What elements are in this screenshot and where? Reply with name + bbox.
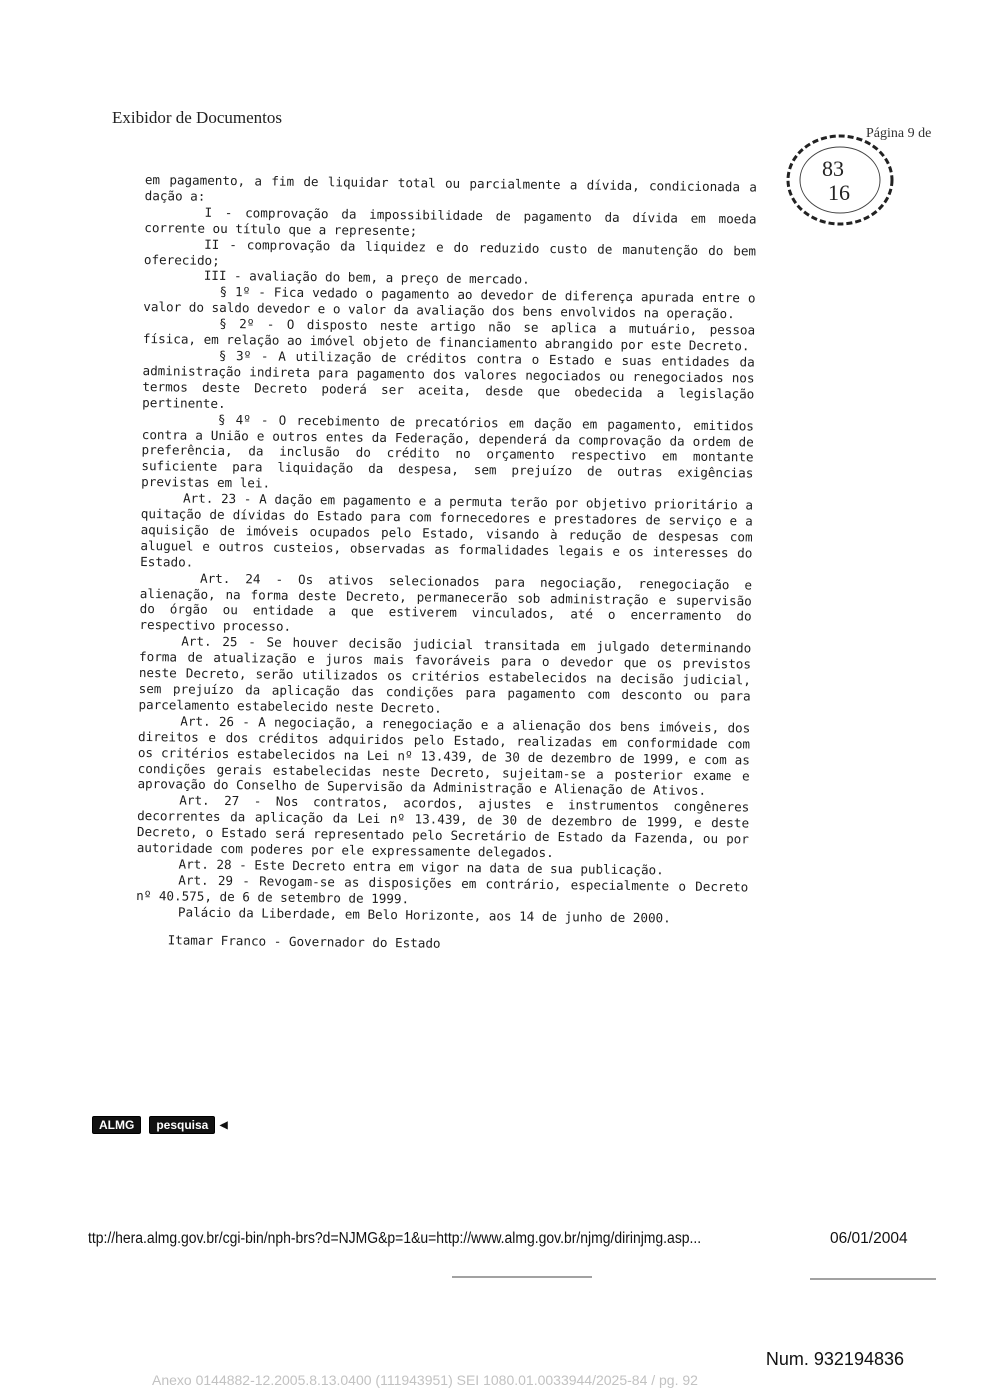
pesquisa-button[interactable]: pesquisa — [149, 1116, 215, 1134]
article: Art. 27 - Nos contratos, acordos, ajustes e instrumentos congêneres decorrentes da aplicação da Lei nº 13.439, de 30 de dezembro de 1999, e deste Decreto, o Estado será representado pelo Secretário de Estado da Fazenda, ou por autoridade com poderes por ele expressamente delegados. — [136, 792, 750, 861]
paragraph: III - avaliação do bem, a preço de mercado. — [203, 268, 530, 288]
signature: Itamar Franco - Governador do Estado — [167, 931, 441, 951]
paragraph: II - comprovação da liquidez e do reduzido custo de manutenção do bem oferecido; — [143, 236, 757, 268]
article: Art. 23 - A dação em pagamento e a permuta terão por objetivo prioritário a quitação de dívidas do Estado para com fornecedores e prestadores de serviço e a aquisição de imóveis ocupados pelo Estado, visando à redução de despesas com aluguel e outros custeios, observadas as formalidades legais e os interesses do Estado. — [140, 490, 754, 570]
article: Art. 28 - Este Decreto entra em vigor na data de sua publicação. — [178, 856, 664, 878]
page-indicator: Página 9 de — [866, 126, 932, 141]
article: Art. 29 - Revogam-se as disposições em contrário, especialmente o Decreto nº 40.575, de 6 de setembro de 1999. — [136, 872, 749, 907]
article: Art. 24 - Os ativos selecionados para negociação, renegociação e alienação, na forma deste Decreto, permanecerão sob administração e supervisão do órgão ou entidade a que estiverem vinculados, até o encerramento do respectivo processo. — [139, 570, 753, 635]
paragraph: § 1º - Fica vedado o pagamento ao devedor de diferença apurada entre o valor do saldo devedor e o valor da avaliação dos bens envolvidos na operação. — [143, 284, 756, 322]
stamp-number-top: 83 — [822, 156, 844, 181]
stamp-number-bottom: 16 — [828, 180, 850, 205]
print-url: ttp://hera.almg.gov.br/cgi-bin/nph-brs?d=NJMG&p=1&u=http://www.almg.gov.br/njmg/dirinjmg.asp... — [88, 1230, 702, 1247]
back-arrow-icon[interactable]: ◀ — [219, 1117, 228, 1133]
paragraph: § 2º - O disposto neste artigo não se aplica a mutuário, pessoa física, em relação ao imóvel objeto de financiamento abrangido por este Decreto. — [142, 316, 756, 354]
article: Art. 25 - Se houver decisão judicial transitada em julgado determinando forma de atualização e juros mais favoráveis para o devedor que os previstos neste Decreto, serão utilizados os critérios estabelecidos na decisão judicial, sem prejuízo da aplicação das condições para pagamento com desconto ou para parcelamento estabelecido neste Decreto. — [138, 633, 752, 716]
viewer-title: Exibidor de Documentos — [112, 108, 282, 127]
document-body — [136, 172, 757, 955]
nav-buttons — [92, 1116, 228, 1134]
protocol-stamp — [782, 128, 900, 230]
paragraph: § 3º - A utilização de créditos contra o Estado e suas entidades da administração indireta para pagamento dos valores negociados ou renegociados nos termos deste Decreto poderá ser aceita, desde que obedecida a legislação pertinente. — [142, 347, 755, 411]
paragraph: § 4º - O recebimento de precatórios em dação em pagamento, emitidos contra a União e outros entes da Federação, dependerá da comprovação da ordem de preferência, da inclusão do crédito no orçamento respectivo em montante suficiente para liquidação da despesa, sem prejuízo de outras exigências previstas em lei. — [141, 411, 755, 491]
scan-noise — [452, 1276, 592, 1278]
closing-place-date: Palácio da Liberdade, em Belo Horizonte, aos 14 de junho de 2000. — [177, 904, 671, 926]
sei-footer: Anexo 0144882-12.2005.8.13.0400 (111943951) SEI 1080.01.0033944/2025-84 / pg. 92 — [152, 1372, 698, 1388]
almg-button[interactable]: ALMG — [92, 1116, 141, 1134]
scan-noise — [810, 1278, 936, 1280]
print-date: 06/01/2004 — [830, 1230, 908, 1247]
paragraph: I - comprovação da impossibilidade de pagamento da dívida em moeda corrente ou título que a represente; — [144, 204, 757, 239]
paragraph: em pagamento, a fim de liquidar total ou parcialmente a dívida, condicionada a dação a: — [144, 172, 757, 204]
article: Art. 26 - A negociação, a renegociação e a alienação dos bens imóveis, dos direitos e dos créditos adquiridos pelo Estado, realizadas em conformidade com os critérios estabelecidos na Lei nº 13.439, de 30 de dezembro de 1999, e com as condições gerais estabelecidas neste Decreto, sujeitam-se a posterior exame e aprovação do Conselho de Supervisão da Administração e Alienação de Ativos. — [137, 713, 751, 799]
document-number: Num. 932194836 — [765, 1349, 904, 1369]
